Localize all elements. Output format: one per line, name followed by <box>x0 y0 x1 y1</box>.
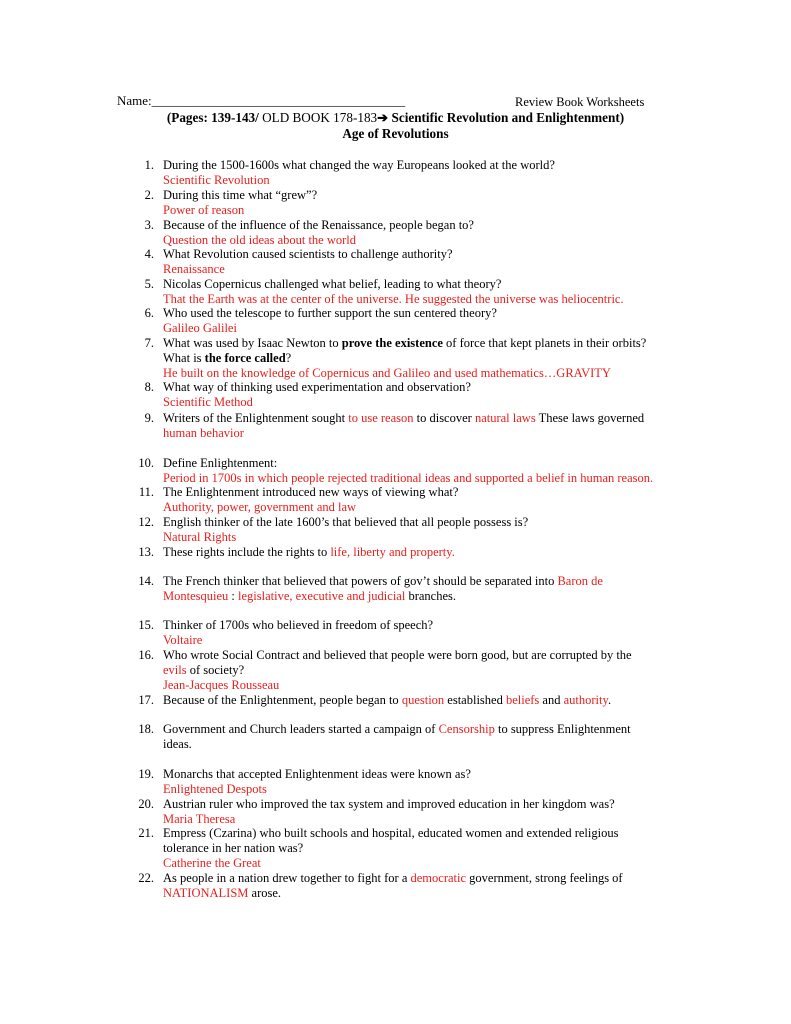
question-number: 20. <box>138 797 154 811</box>
question-line <box>163 856 683 871</box>
question-line <box>163 574 683 589</box>
name-blank: _______________________________________ <box>151 93 406 108</box>
answer-text: Maria Theresa <box>163 811 236 826</box>
answer-text: He built on the knowledge of Copernicus and Galileo and used mathematics…GRAVITY <box>163 365 611 380</box>
question-text: Writers of the Enlightenment sought <box>163 411 349 425</box>
answer-text: Baron de <box>557 574 603 588</box>
question-line <box>163 737 683 752</box>
question-text: What Revolution caused scientists to challenge authority? <box>163 247 453 261</box>
answer-text: human behavior <box>163 425 244 440</box>
question-line <box>163 841 683 856</box>
question-line <box>163 247 683 262</box>
question-text: Monarchs that accepted Enlightenment ideas were known as? <box>163 767 471 781</box>
question-text: . <box>607 693 612 707</box>
question-line <box>163 262 683 277</box>
answer-text: beliefs <box>505 693 540 707</box>
question-number: 4. <box>144 247 154 261</box>
question-text: During the 1500-1600s what changed the way Europeans looked at the world? <box>163 158 555 172</box>
question-text: of society? <box>186 662 245 677</box>
question-line <box>163 500 683 515</box>
question-line <box>163 351 683 366</box>
question-line <box>163 485 683 500</box>
answer-text: Scientific Method <box>163 394 253 409</box>
answer-text: Galileo Galilei <box>163 320 237 335</box>
question-text: Government and Church leaders started a campaign of <box>163 722 439 736</box>
question-body <box>163 545 683 560</box>
question-text: branches. <box>405 588 456 603</box>
question-line <box>163 678 683 693</box>
question-text: tolerance in her nation was? <box>163 840 304 855</box>
question-text: Who wrote Social Contract and believed that people were born good, but are corrupted by the <box>163 648 632 662</box>
question-body <box>163 277 683 307</box>
question-line <box>163 722 683 737</box>
question-number: 2. <box>144 188 154 202</box>
question-line <box>163 380 683 395</box>
question-text: : <box>228 588 239 603</box>
name-label: Name: <box>117 93 152 108</box>
question-text: arose. <box>248 885 282 900</box>
question-text: ? <box>285 350 292 365</box>
name-field <box>117 94 405 109</box>
question-number: 13. <box>138 545 154 559</box>
question-number: 5. <box>144 277 154 291</box>
question-text: established <box>444 693 506 707</box>
question-line <box>163 471 683 486</box>
question-line <box>163 797 683 812</box>
answer-text: Enlightened Despots <box>163 781 267 796</box>
answer-text: evils <box>163 662 187 677</box>
question-line <box>163 545 683 560</box>
answer-text: question <box>401 693 445 707</box>
question-body <box>163 871 683 901</box>
question-line <box>163 693 683 708</box>
question-text: During this time what “grew”? <box>163 188 318 202</box>
question-line <box>163 782 683 797</box>
question-text: of force that kept planets in their orbits? <box>442 336 647 350</box>
answer-text: Renaissance <box>163 261 225 276</box>
question-text: and <box>539 693 564 707</box>
question-body <box>163 767 683 797</box>
question-line <box>163 366 683 381</box>
question-number: 15. <box>138 618 154 632</box>
question-text: the force called <box>204 350 286 365</box>
question-line <box>163 233 683 248</box>
question-body <box>163 456 683 486</box>
header-right-label: Review Book Worksheets <box>515 95 645 109</box>
question-number: 12. <box>138 515 154 529</box>
question-body <box>163 648 683 692</box>
question-line <box>163 456 683 471</box>
question-line <box>163 277 683 292</box>
question-text: Empress (Czarina) who built schools and hospital, educated women and extended religious <box>163 826 619 840</box>
question-text: What was used by Isaac Newton to <box>163 336 342 350</box>
question-line <box>163 321 683 336</box>
question-number: 14. <box>138 574 154 588</box>
question-number: 6. <box>144 306 154 320</box>
answer-text: That the Earth was at the center of the universe. He suggested the universe was heliocentric. <box>163 291 624 306</box>
question-line <box>163 648 683 663</box>
question-text: Who used the telescope to further support the sun centered theory? <box>163 306 497 320</box>
question-body <box>163 515 683 545</box>
question-body <box>163 158 683 188</box>
answer-text: legislative, executive and judicial <box>238 588 406 603</box>
question-body <box>163 574 683 604</box>
question-number: 16. <box>138 648 154 662</box>
answer-text: Montesquieu <box>163 588 229 603</box>
question-number: 8. <box>144 380 154 394</box>
question-number: 17. <box>138 693 154 707</box>
question-body <box>163 336 683 380</box>
question-line <box>163 633 683 648</box>
question-text: Austrian ruler who improved the tax system and improved education in her kingdom was? <box>163 797 615 811</box>
question-text: Because of the influence of the Renaissance, people began to? <box>163 218 474 232</box>
question-number: 21. <box>138 826 154 840</box>
answer-text: to use reason <box>348 411 414 425</box>
question-line <box>163 188 683 203</box>
question-text: ideas. <box>163 736 192 751</box>
question-line <box>163 812 683 827</box>
question-body <box>163 618 683 648</box>
question-body <box>163 722 683 752</box>
question-line <box>163 395 683 410</box>
question-body <box>163 218 683 248</box>
question-line <box>163 618 683 633</box>
question-line <box>163 530 683 545</box>
question-number: 18. <box>138 722 154 736</box>
question-body <box>163 188 683 218</box>
question-text: The Enlightenment introduced new ways of viewing what? <box>163 485 459 499</box>
question-text: to suppress Enlightenment <box>494 722 631 736</box>
question-line <box>163 515 683 530</box>
question-text: As people in a nation drew together to fight for a <box>163 871 411 885</box>
question-text: Define Enlightenment: <box>163 456 278 470</box>
question-number: 10. <box>138 456 154 470</box>
answer-text: democratic <box>410 871 467 885</box>
title-pages: (Pages: 139-143/ <box>166 110 259 125</box>
question-number: 7. <box>144 336 154 350</box>
question-text: Because of the Enlightenment, people began to <box>163 693 402 707</box>
question-text: These laws governed <box>535 411 645 425</box>
answer-text: authority <box>563 693 608 707</box>
question-line <box>163 767 683 782</box>
answer-text: Jean-Jacques Rousseau <box>163 677 280 692</box>
answer-text: Natural Rights <box>163 529 237 544</box>
title-topic: Scientific Revolution and Enlightenment) <box>388 110 625 125</box>
title-oldbook: OLD BOOK 178-183 <box>258 110 378 125</box>
question-body <box>163 306 683 336</box>
arrow-icon: ➔ <box>377 110 389 125</box>
question-body <box>163 247 683 277</box>
question-text: to discover <box>413 411 475 425</box>
question-line <box>163 203 683 218</box>
answer-text: Authority, power, government and law <box>163 499 357 514</box>
question-text: These rights include the rights to <box>163 545 331 559</box>
question-line <box>163 871 683 886</box>
answer-text: natural laws <box>474 411 536 425</box>
answer-text: life, liberty and property. <box>330 545 455 559</box>
question-body <box>163 826 683 870</box>
question-line <box>163 292 683 307</box>
question-line <box>163 589 683 604</box>
question-text: government, strong feelings of <box>466 871 623 885</box>
question-body <box>163 693 683 708</box>
answer-text: Power of reason <box>163 202 245 217</box>
question-line <box>163 158 683 173</box>
page-title <box>0 111 791 126</box>
answer-text: Question the old ideas about the world <box>163 232 357 247</box>
question-line <box>163 218 683 233</box>
answer-text: Catherine the Great <box>163 855 261 870</box>
answer-text: Voltaire <box>163 632 203 647</box>
question-line <box>163 886 683 901</box>
question-body <box>163 485 683 515</box>
question-line <box>163 426 683 441</box>
question-text: What way of thinking used experimentation and observation? <box>163 380 471 394</box>
question-text: Nicolas Copernicus challenged what belief, leading to what theory? <box>163 277 502 291</box>
answer-text: Period in 1700s in which people rejected traditional ideas and supported a belief in human reason. <box>163 470 654 485</box>
question-line <box>163 173 683 188</box>
question-line <box>163 663 683 678</box>
question-line <box>163 306 683 321</box>
question-text: What is <box>163 350 205 365</box>
question-number: 22. <box>138 871 154 885</box>
question-number: 19. <box>138 767 154 781</box>
question-body <box>163 411 683 441</box>
question-number: 9. <box>144 411 154 425</box>
question-number: 1. <box>144 158 154 172</box>
question-text: prove the existence <box>341 336 443 350</box>
question-line <box>163 336 683 351</box>
question-text: English thinker of the late 1600’s that believed that all people possess is? <box>163 515 529 529</box>
question-body <box>163 797 683 827</box>
question-text: Thinker of 1700s who believed in freedom of speech? <box>163 618 434 632</box>
answer-text: Censorship <box>438 722 495 736</box>
page-subtitle: Age of Revolutions <box>342 126 449 141</box>
answer-text: NATIONALISM <box>163 885 249 900</box>
question-line <box>163 411 683 426</box>
question-text: The French thinker that believed that powers of gov’t should be separated into <box>163 574 558 588</box>
answer-text: Scientific Revolution <box>163 172 270 187</box>
question-line <box>163 826 683 841</box>
question-number: 3. <box>144 218 154 232</box>
question-body <box>163 380 683 410</box>
question-number: 11. <box>138 485 154 499</box>
